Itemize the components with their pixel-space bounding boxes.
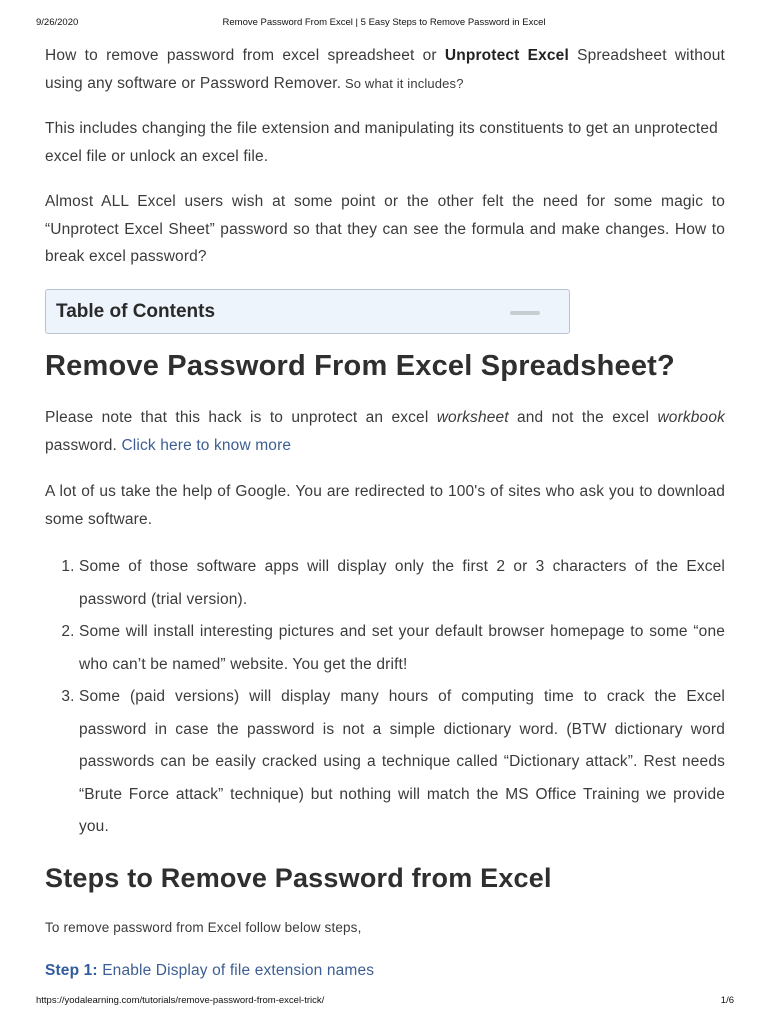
table-of-contents[interactable]	[45, 289, 570, 334]
print-header	[0, 17, 768, 31]
intro-small-text: So what it includes?	[341, 75, 464, 91]
step-1-label: Step 1:	[45, 962, 98, 979]
know-more-link[interactable]: Click here to know more	[121, 436, 292, 454]
note-text: Please note that this hack is to unprotect an excel	[45, 409, 437, 426]
list-item: 2. Some will install interesting pictures and set your default browser homepage to some “one who can’t be named” website. You get the drift!	[79, 616, 725, 681]
intro-paragraph-3: Almost ALL Excel users wish at some point or the other felt the need for some magic to “Unprotect Excel Sheet” password so that they can see the formula and make changes. How to break excel password?	[45, 193, 725, 265]
software-issues-list	[45, 551, 725, 844]
intro-text: How to remove password from excel spreadsheet or	[45, 47, 445, 64]
list-item: 3. Some (paid versions) will display many hours of computing time to crack the Excel password in case the password is not a simple dictionary word. (BTW dictionary word passwords can be easily cracked using a technique called “Dictionary attack”. Rest needs “Brute Force attack” technique) but nothing will match the MS Office Training we provide you.	[79, 681, 725, 844]
note-worksheet: worksheet	[436, 409, 509, 426]
toc-title: Table of Contents	[56, 301, 216, 322]
note-text-2: and not the excel	[508, 409, 658, 426]
print-footer	[0, 995, 768, 1009]
step-1	[45, 957, 725, 985]
intro-bold-text: Unprotect Excel	[444, 47, 569, 64]
intro-text-cont: Spreadsheet without using any software or Password Remover.	[45, 47, 725, 92]
print-date: 9/26/2020	[36, 17, 79, 28]
step-1-text[interactable]: Enable Display of file extension names	[97, 962, 375, 979]
note-text-3: password.	[45, 436, 122, 454]
steps-intro: To remove password from Excel follow below steps,	[45, 920, 362, 935]
intro-paragraph-1	[45, 42, 725, 97]
note-workbook: workbook	[657, 409, 725, 426]
section-heading-remove-password: Remove Password From Excel Spreadsheet?	[45, 350, 675, 382]
intro-paragraph-2: This includes changing the file extension and manipulating its constituents to get an unprotected excel file or unlock an excel file.	[45, 120, 718, 165]
section-heading-steps: Steps to Remove Password from Excel	[45, 863, 552, 893]
list-item: 1. Some of those software apps will display only the first 2 or 3 characters of the Excel password (trial version).	[79, 551, 725, 616]
toc-toggle-icon[interactable]	[510, 311, 540, 315]
google-paragraph: A lot of us take the help of Google. You are redirected to 100's of sites who ask you to download some software.	[45, 483, 725, 528]
worksheet-note	[45, 404, 725, 459]
footer-url: https://yodalearning.com/tutorials/remove-password-from-excel-trick/	[36, 995, 325, 1006]
print-title: Remove Password From Excel | 5 Easy Steps to Remove Password in Excel	[222, 17, 546, 28]
page-number: 1/6	[720, 995, 734, 1006]
